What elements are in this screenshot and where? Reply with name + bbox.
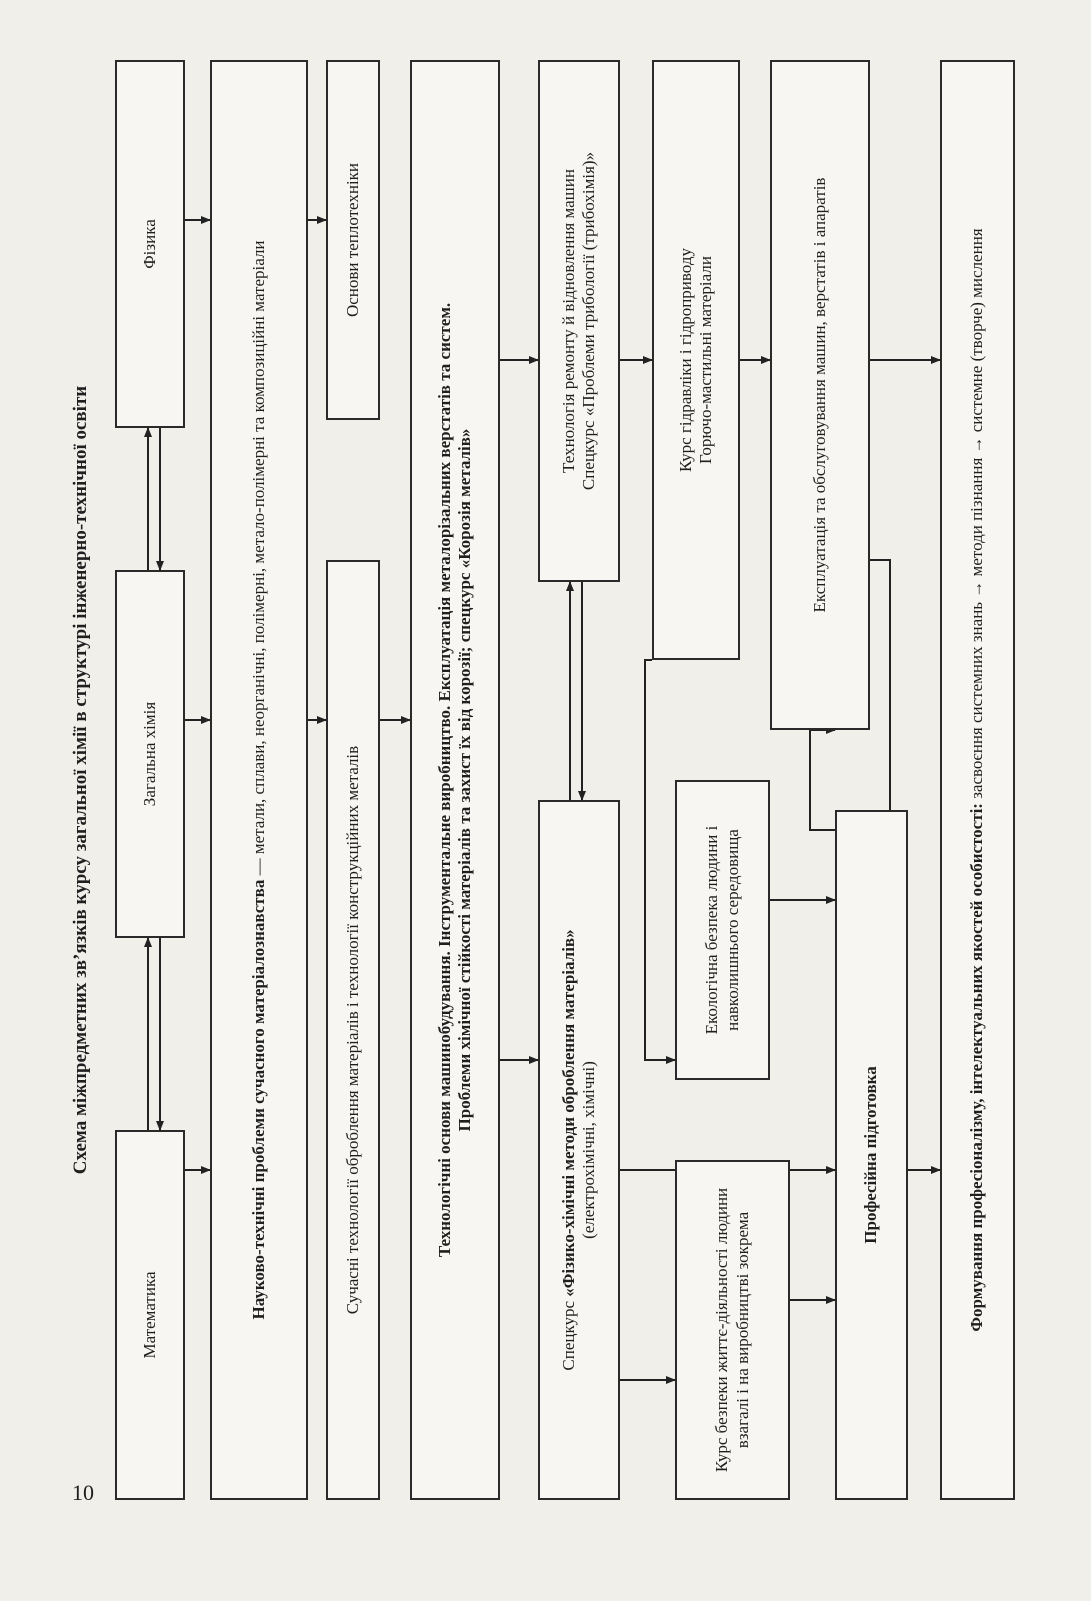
box-mathematics <box>115 1130 185 1500</box>
box-processing-technologies-label: Сучасні технології оброблення матеріалів і технології конструкційних металів <box>342 745 362 1315</box>
box-repair-technology-line2: Спецкурс «Проблеми трибології (трибохімія)» <box>579 151 598 491</box>
box-repair-technology-line1: Технологія ремонту й відновлення машин <box>558 169 578 473</box>
box-professional-training-label: Професійна підготовка <box>861 1066 881 1244</box>
box-life-safety-label: Курс безпеки життє-діяльності людини взагалі і на виробництві зокрема <box>712 1187 752 1473</box>
box-processing-technologies <box>326 560 380 1500</box>
box-physics <box>115 60 185 428</box>
box-general-chemistry <box>115 570 185 938</box>
box-hydraulics-line2: Горючо-мастильні матеріали <box>696 256 715 464</box>
box-mechanical-engineering <box>410 60 500 1500</box>
arrow-professional-operation <box>810 730 835 830</box>
box-hydraulics <box>652 60 740 660</box>
box-ecological-safety-label: Екологічна безпека людини і навколишнього середовища <box>702 825 742 1035</box>
page-number: 10 <box>72 1480 94 1505</box>
box-heat-engineering-label: Основи теплотехніки <box>342 162 362 318</box>
box-professionalism-formation <box>940 60 1015 1500</box>
box-materials-science-text: — метали, сплави, неорганічні, полімерні, метало-полімерні та композиційні матеріали <box>248 240 268 880</box>
box-special-course-prefix: Спецкурс <box>558 1296 578 1371</box>
box-repair-technology <box>538 60 620 582</box>
box-materials-science <box>210 60 308 1500</box>
box-mechanical-engineering-line1: Технологічні основи машинобудування. Інструментальне виробництво. Експлуатація металорізальних верстатів та систем. <box>434 302 454 1258</box>
box-hydraulics-line1: Курс гідравліки і гідроприводу <box>675 248 695 472</box>
box-materials-science-title: Науково-технічні проблеми сучасного матеріалознавства <box>248 879 268 1320</box>
box-general-chemistry-label: Загальна хімія <box>139 701 159 807</box>
arrow-hydraulics-safety <box>645 660 675 1060</box>
box-machine-operation-label: Експлуатація та обслуговування машин, верстатів і апаратів <box>809 177 829 613</box>
box-special-course-text: (електрохімічні, хімічні) <box>579 1061 598 1239</box>
box-mathematics-label: Математика <box>139 1271 159 1359</box>
box-ecological-safety <box>675 780 770 1080</box>
box-special-course-methods <box>538 800 620 1500</box>
box-machine-operation <box>770 60 870 730</box>
box-professionalism-formation-text: засвоєння системних знань → методи пізнання → системне (творче) мислення <box>967 228 987 804</box>
diagram <box>60 40 1020 1520</box>
box-mechanical-engineering-line2: Проблеми хімічної стійкості матеріалів та захист їх від корозії; спецкурс «Корозія металів» <box>455 428 474 1132</box>
box-special-course-title: «Фізико-хімічні методи оброблення матеріалів» <box>558 929 578 1297</box>
box-heat-engineering <box>326 60 380 420</box>
diagram-title: Схема міжпредметних зв’язків курсу загальної хімії в структурі інженерно-технічної освіти <box>70 385 91 1175</box>
box-life-safety <box>675 1160 790 1500</box>
box-professional-training <box>835 810 908 1500</box>
box-professionalism-formation-title: Формування професіоналізму, інтелектуальних якостей особистості: <box>967 803 987 1332</box>
box-physics-label: Фізика <box>139 219 159 269</box>
